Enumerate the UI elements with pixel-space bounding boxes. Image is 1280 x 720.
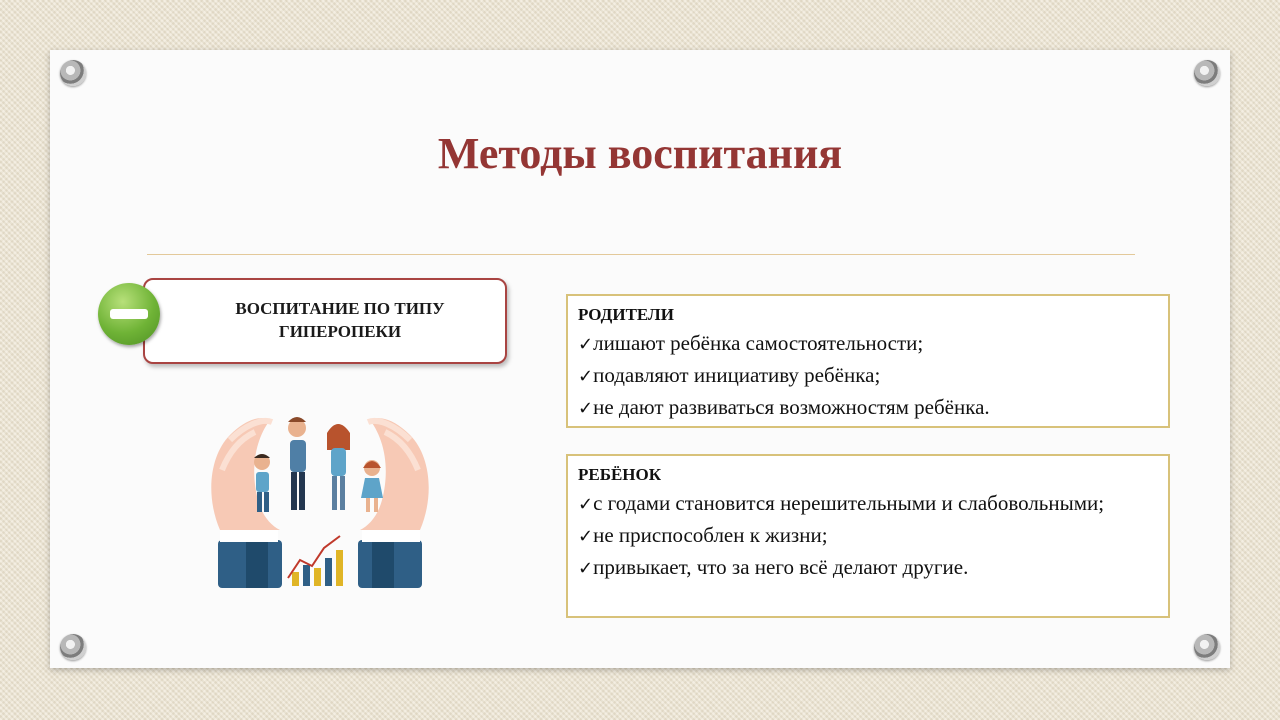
list-item: ✓ лишают ребёнка самостоятельности; xyxy=(578,328,1160,360)
family-hands-illustration xyxy=(200,400,440,600)
pin-icon xyxy=(1194,60,1220,86)
pin-icon xyxy=(60,634,86,660)
list-item: ✓ не приспособлен к жизни; xyxy=(578,520,1160,552)
minus-icon xyxy=(98,283,160,345)
list-item: ✓ привыкает, что за него всё делают другие. xyxy=(578,552,1160,584)
list-item: ✓ не дают развиваться возможностям ребёнка. xyxy=(578,392,1160,424)
pin-icon xyxy=(1194,634,1220,660)
parents-heading: РОДИТЕЛИ xyxy=(578,305,674,324)
divider xyxy=(147,254,1135,255)
parents-box xyxy=(566,294,1170,428)
method-label-box xyxy=(143,278,507,364)
child-heading: РЕБЁНОК xyxy=(578,465,662,484)
child-box xyxy=(566,454,1170,618)
page-title: Методы воспитания xyxy=(437,129,843,178)
list-item: ✓ подавляют инициативу ребёнка; xyxy=(578,360,1160,392)
method-label: ВОСПИТАНИЕ ПО ТИПУ ГИПЕРОПЕКИ xyxy=(235,299,445,341)
pin-icon xyxy=(60,60,86,86)
list-item: ✓ с годами становится нерешительными и слабовольными; xyxy=(578,488,1160,520)
